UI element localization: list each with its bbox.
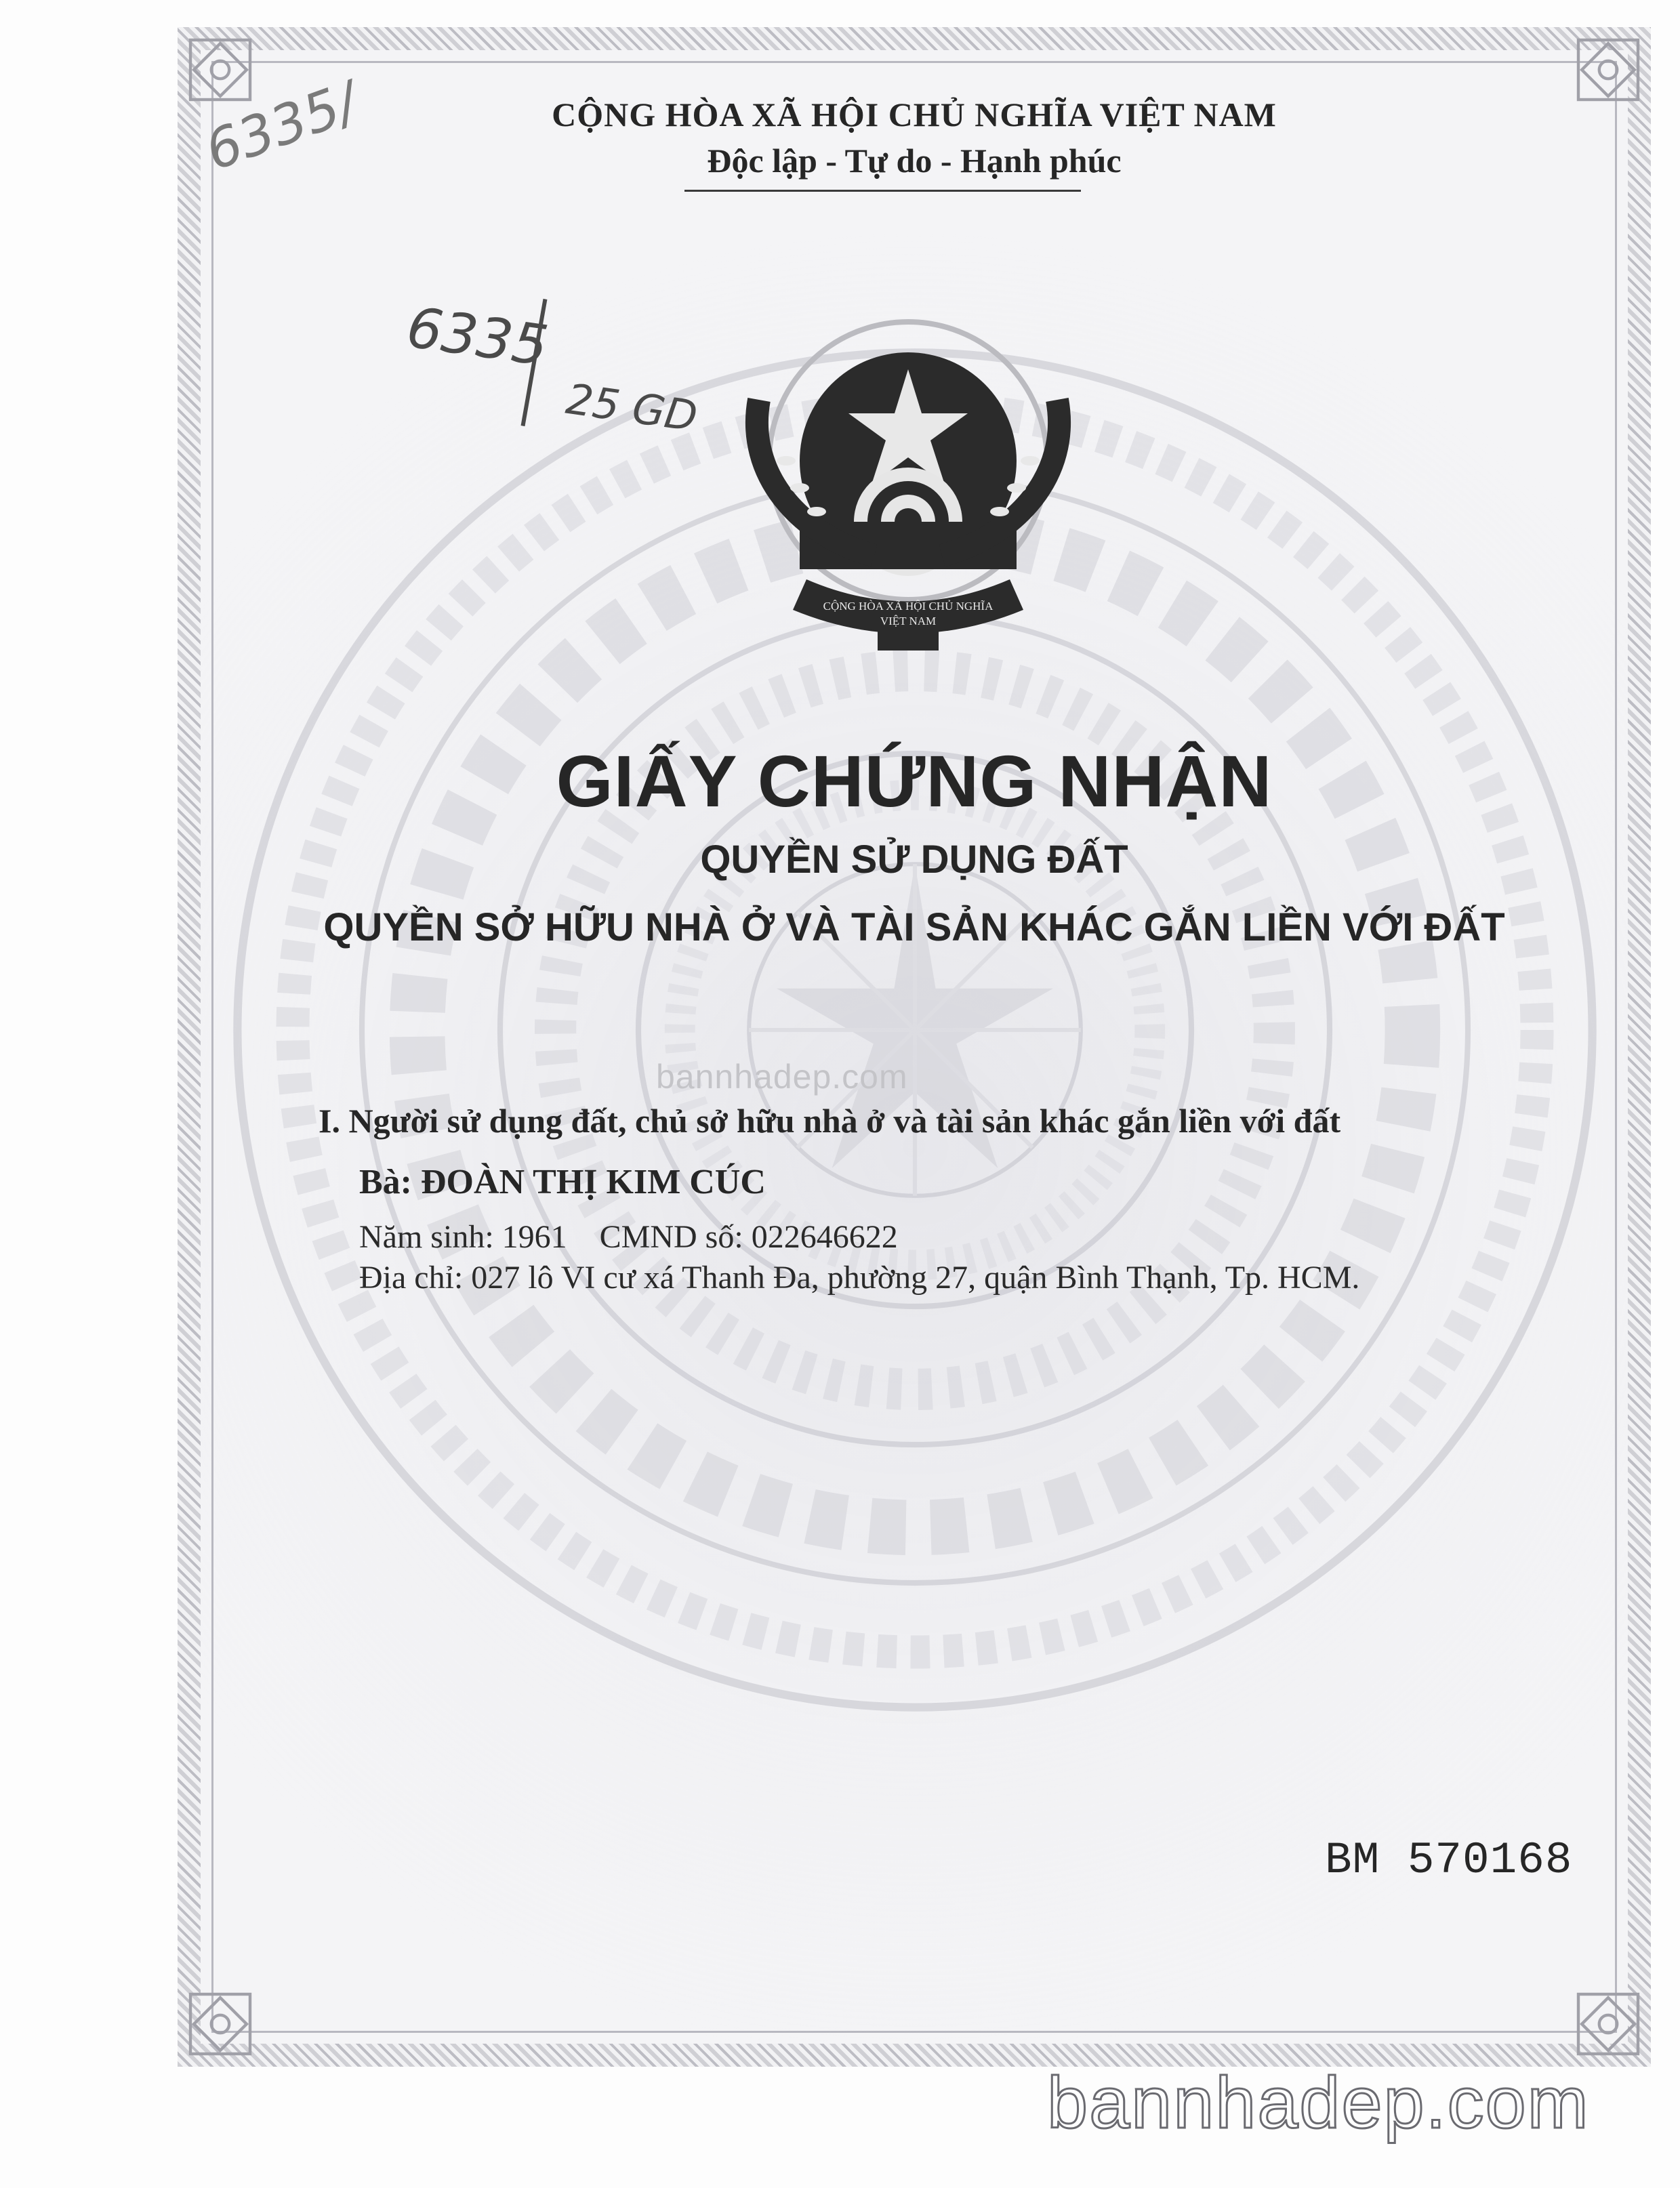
corner-ornament-icon (1571, 1987, 1645, 2061)
owner-address: Địa chỉ: 027 lô VI cư xá Thanh Đa, phường 27, quận Bình Thạnh, Tp. HCM. (359, 1260, 1360, 1296)
emblem-ribbon-line1: CỘNG HÒA XÃ HỘI CHỦ NGHĨA (823, 600, 993, 613)
watermark-large: bannhadep.com (1047, 2061, 1590, 2143)
national-emblem-icon (705, 318, 1111, 671)
section-heading: I. Người sử dụng đất, chủ sở hữu nhà ở và tài sản khác gắn liền với đất (319, 1102, 1341, 1140)
motto-underline (684, 190, 1081, 192)
certificate-subtitle-land-use: QUYỀN SỬ DỤNG ĐẤT (700, 838, 1128, 882)
corner-ornament-icon (183, 1987, 258, 2061)
republic-heading: CỘNG HÒA XÃ HỘI CHỦ NGHĨA VIỆT NAM (552, 96, 1277, 133)
handwritten-sub-number: 25 GD (562, 373, 701, 442)
handwritten-number: 6335 (403, 295, 552, 379)
motto: Độc lập - Tự do - Hạnh phúc (707, 142, 1122, 180)
certificate-title: GIẤY CHỨNG NHẬN (556, 740, 1273, 822)
certificate-subtitle-ownership: QUYỀN SỞ HỮU NHÀ Ở VÀ TÀI SẢN KHÁC GẮN LIỀN VỚI ĐẤT (323, 905, 1505, 949)
emblem-ribbon-line2: VIỆT NAM (880, 615, 937, 627)
handwritten-note-top: 6335/ (197, 70, 366, 183)
watermark-small: bannhadep.com (656, 1058, 908, 1096)
owner-birth-and-id: Năm sinh: 1961 CMND số: 022646622 (359, 1219, 898, 1255)
owner-name: Bà: ĐOÀN THỊ KIM CÚC (359, 1163, 766, 1201)
serial-number: BM 570168 (1325, 1835, 1573, 1886)
